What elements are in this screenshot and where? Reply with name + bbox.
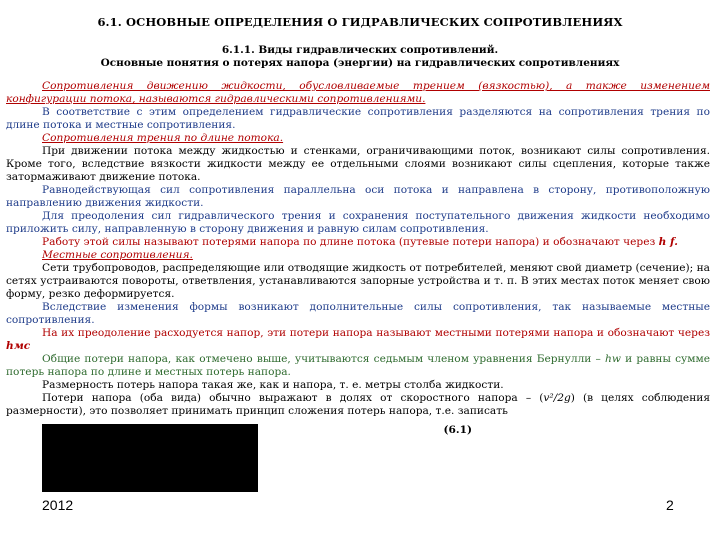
velocity-head-tail: ) (в целях соблюдения размерности), это позволяет принимать принцип сложения потерь напора, т.е. записать xyxy=(6,392,711,417)
paragraph-velocity-head xyxy=(6,392,710,418)
heading-friction-losses: Сопротивления трения по длине потока. xyxy=(42,132,284,144)
paragraph-overcome: Для преодоления сил гидравлического трения и сохранения поступательного движения жидкости необходимо приложить силу, направленную в сторону движения и равную силам сопротивления. xyxy=(6,210,710,235)
velocity-head-text: Потери напора (оба вида) обычно выражают в долях от скоростного напора – ( xyxy=(42,392,544,404)
paragraph-local-forces: Вследствие изменения формы возникают дополнительные силы сопротивления, так называемые местные сопротивления. xyxy=(6,301,710,326)
velocity-head-symbol: v²/2g xyxy=(543,392,571,404)
footer-year: 2012 xyxy=(42,497,74,513)
hf-symbol: h f. xyxy=(658,236,678,248)
paragraph-classification: В соответствие с этим определением гидравлические сопротивления разделяются на сопротивления трения по длине потока и местные сопротивления. xyxy=(6,106,710,131)
paragraph-total-losses xyxy=(6,353,710,379)
formula-image-placeholder xyxy=(42,424,258,492)
paragraph-resultant: Равнодействующая сил сопротивления параллельна оси потока и направлена в сторону, противоположную направлению движения жидкости. xyxy=(6,184,710,209)
formula-number: (6.1) xyxy=(443,424,472,436)
paragraph-length-losses xyxy=(6,236,710,249)
paragraph-pipe-networks: Сети трубопроводов, распределяющие или отводящие жидкость от потребителей, меняют свой диаметр (сечение); на сетях устраиваются повороты, ответвления, устанавливаются запорные устройства и т. п. В этих местах поток меняет свою форму, резко деформируется. xyxy=(6,262,710,300)
hw-symbol: hw xyxy=(605,353,621,365)
paragraph-definition: Сопротивления движению жидкости, обусловливаемые трением (вязкостью), а также изменением конфигурации потока, называются гидравлическими сопротивлениями. xyxy=(6,80,710,105)
length-losses-text: Работу этой силы называют потерями напора по длине потока (путевые потери напора) и обозначают через xyxy=(42,236,659,248)
subsection-subtitle: Основные понятия о потерях напора (энергии) на гидравлических сопротивлениях xyxy=(100,57,620,69)
hms-symbol: hмс xyxy=(6,340,31,352)
body-text xyxy=(6,80,710,418)
total-losses-text: Общие потери напора, как отмечено выше, учитываются седьмым членом уравнения Бернулли – xyxy=(42,353,606,365)
page-number: 2 xyxy=(666,497,674,513)
section-title: 6.1. ОСНОВНЫЕ ОПРЕДЕЛЕНИЯ О ГИДРАВЛИЧЕСКИХ СОПРОТИВЛЕНИЯХ xyxy=(97,15,623,29)
paragraph-local-losses xyxy=(6,327,710,353)
heading-local-resistance: Местные сопротивления. xyxy=(42,249,193,261)
subsection-title: 6.1.1. Виды гидравлических сопротивлений. xyxy=(221,44,499,56)
paragraph-friction-forces: При движении потока между жидкостью и стенками, ограничивающими поток, возникают силы сопротивления. Кроме того, вследствие вязкости жидкости между ее отдельными слоями возникают силы сцепления, которые также затормаживают движение потока. xyxy=(6,145,710,183)
local-losses-text: На их преодоление расходуется напор, эти потери напора называют местными потерями напора и обозначают через xyxy=(42,327,710,339)
total-losses-tail: и равны сумме потерь напора по длине и местных потерь напора. xyxy=(6,353,710,378)
paragraph-dimension: Размерность потерь напора такая же, как и напора, т. е. метры столба жидкости. xyxy=(42,379,504,391)
